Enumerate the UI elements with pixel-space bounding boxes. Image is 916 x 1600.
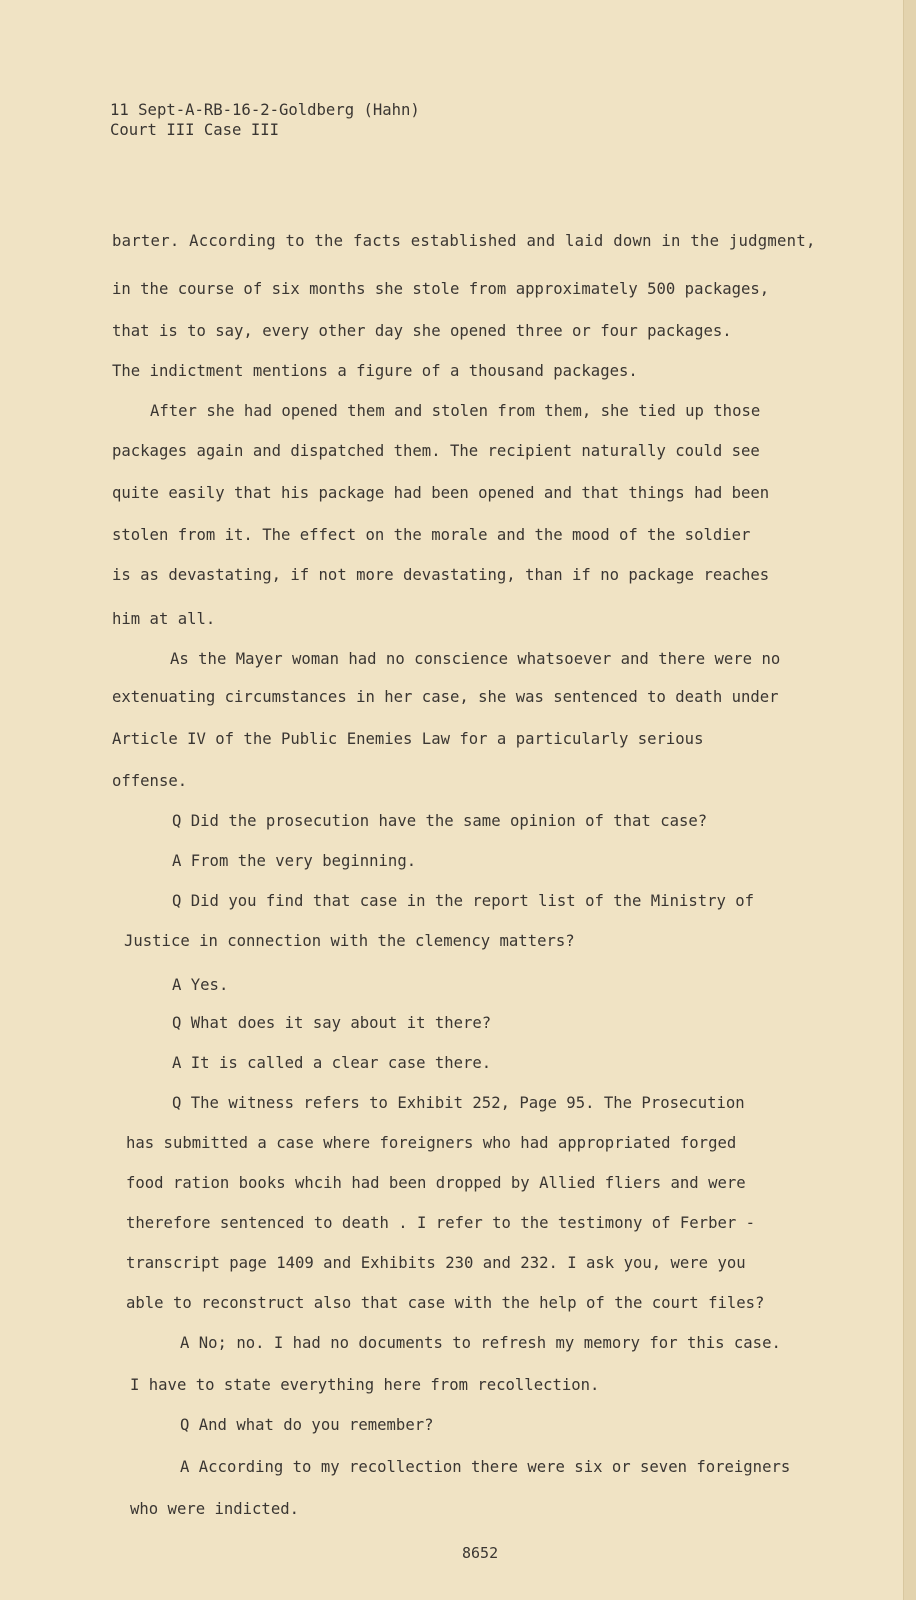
qa-line: Q What does it say about it there? <box>172 1014 492 1032</box>
text-line: quite easily that his package had been opened and that things had been <box>112 484 770 502</box>
qa-line: Q And what do you remember? <box>180 1416 434 1434</box>
text-line: him at all. <box>112 610 216 628</box>
qa-line: Q Did you find that case in the report list of the Ministry of <box>172 892 755 910</box>
page-number: 8652 <box>462 1544 499 1562</box>
text-line: The indictment mentions a figure of a thousand packages. <box>112 362 638 380</box>
page-edge <box>903 0 916 1600</box>
text-line: As the Mayer woman had no conscience whatsoever and there were no <box>170 650 781 668</box>
text-line: packages again and dispatched them. The recipient naturally could see <box>112 442 760 460</box>
text-line: stolen from it. The effect on the morale and the mood of the soldier <box>112 526 751 544</box>
qa-line: A According to my recollection there were six or seven foreigners <box>180 1458 791 1476</box>
text-line: transcript page 1409 and Exhibits 230 and 232. I ask you, were you <box>126 1254 746 1272</box>
document-header <box>110 100 420 140</box>
header-court-case: Court III Case III <box>110 121 279 139</box>
header-reference: 11 Sept-A-RB-16-2-Goldberg (Hahn) <box>110 101 420 119</box>
qa-line: A No; no. I had no documents to refresh my memory for this case. <box>180 1334 781 1352</box>
qa-line: A Yes. <box>172 976 229 994</box>
text-line: is as devastating, if not more devastating, than if no package reaches <box>112 566 770 584</box>
qa-line: Q The witness refers to Exhibit 252, Page 95. The Prosecution <box>172 1094 745 1112</box>
text-line: Justice in connection with the clemency matters? <box>124 932 575 950</box>
text-line: Article IV of the Public Enemies Law for a particularly serious <box>112 730 704 748</box>
text-line: extenuating circumstances in her case, she was sentenced to death under <box>112 688 779 706</box>
text-line: I have to state everything here from recollection. <box>130 1376 600 1394</box>
text-line: that is to say, every other day she opened three or four packages. <box>112 322 732 340</box>
text-line: able to reconstruct also that case with the help of the court files? <box>126 1294 765 1312</box>
text-line: After she had opened them and stolen from them, she tied up those <box>150 402 761 420</box>
text-line: food ration books whcih had been dropped by Allied fliers and were <box>126 1174 746 1192</box>
qa-line: A From the very beginning. <box>172 852 417 870</box>
text-line: offense. <box>112 772 188 790</box>
text-line: barter. According to the facts established and laid down in the judgment, <box>112 232 816 250</box>
text-line: in the course of six months she stole from approximately 500 packages, <box>112 280 770 298</box>
qa-line: Q Did the prosecution have the same opinion of that case? <box>172 812 708 830</box>
text-line: therefore sentenced to death . I refer to the testimony of Ferber - <box>126 1214 756 1232</box>
text-line: who were indicted. <box>130 1500 299 1518</box>
text-line: has submitted a case where foreigners who had appropriated forged <box>126 1134 737 1152</box>
qa-line: A It is called a clear case there. <box>172 1054 492 1072</box>
